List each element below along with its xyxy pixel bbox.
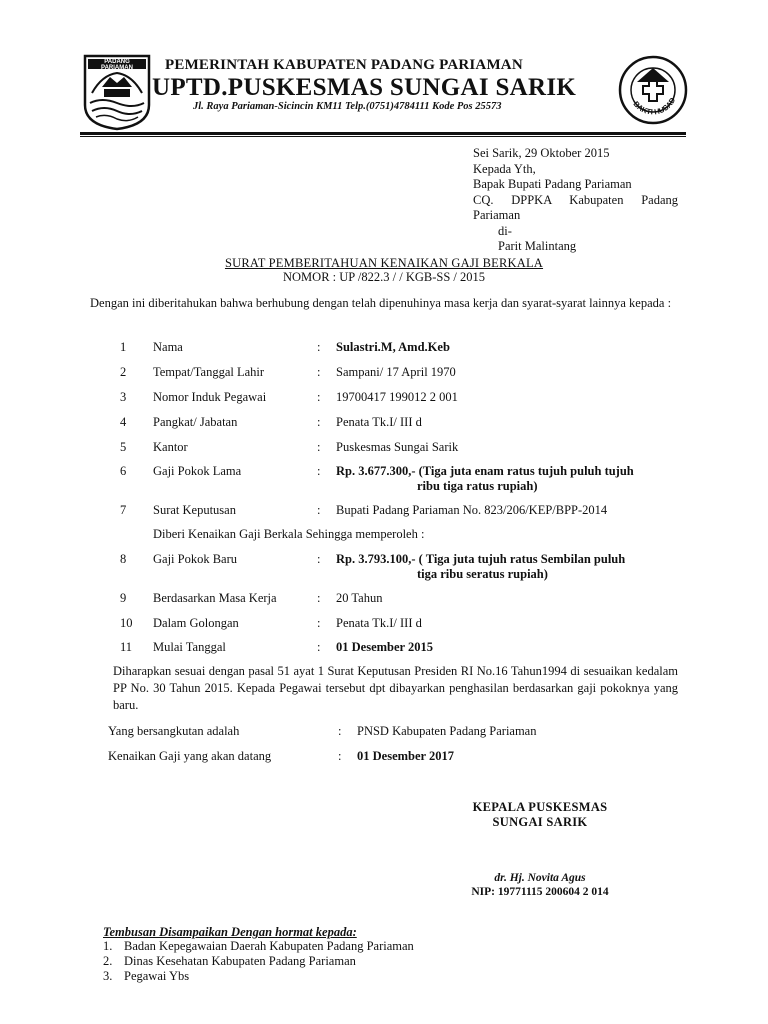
item-colon: : [317, 340, 321, 354]
item-number: 9 [120, 591, 127, 605]
item-value: Penata Tk.I/ III d [336, 415, 422, 429]
item-label: Pangkat/ Jabatan [153, 415, 238, 429]
item-number: 3 [120, 390, 127, 404]
item-label: Gaji Pokok Baru [153, 552, 238, 566]
item-label: Tempat/Tanggal Lahir [153, 365, 265, 379]
signer-nip: NIP: 19771115 200604 2 014 [471, 886, 609, 898]
recipient-block [473, 146, 678, 255]
bakti-husada-logo [617, 52, 689, 128]
item-label: Dalam Golongan [153, 616, 239, 630]
item-value-line-1: Rp. 3.793.100,- ( Tiga juta tujuh ratus Sembilan puluh [336, 552, 626, 566]
copy-number: 2. [103, 954, 113, 968]
status-value: 01 Desember 2017 [357, 749, 454, 763]
item-number: 5 [120, 440, 127, 454]
letter-subject: SURAT PEMBERITAHUAN KENAIKAN GAJI BERKALA [224, 256, 544, 270]
item-number: 11 [120, 640, 133, 654]
status-label: Yang bersangkutan adalah [108, 724, 240, 738]
item-label: Nomor Induk Pegawai [153, 390, 267, 404]
item-number: 7 [120, 503, 127, 517]
signer-name: dr. Hj. Novita Agus [494, 872, 586, 884]
status-colon: : [338, 724, 342, 738]
item-value: 01 Desember 2015 [336, 640, 433, 654]
regency-logo-label: PADANG PARIAMAN [101, 59, 133, 71]
item-number: 4 [120, 415, 127, 429]
copy-number: 1. [103, 939, 113, 953]
letterhead-line-2: UPTD.PUSKESMAS SUNGAI SARIK [152, 74, 577, 101]
item-value: 19700417 199012 2 001 [336, 390, 458, 404]
section-note-text: Diberi Kenaikan Gaji Berkala Sehingga memperoleh : [153, 527, 425, 541]
letterhead-line-1: PEMERINTAH KABUPATEN PADANG PARIAMAN [165, 57, 523, 73]
letterhead-divider-thin [80, 136, 686, 137]
item-value-line-2: tiga ribu seratus rupiah) [417, 567, 548, 581]
item-colon: : [317, 440, 321, 454]
copy-recipient: Pegawai Ybs [124, 969, 190, 983]
item-value: Sampani/ 17 April 1970 [336, 365, 456, 379]
closing-paragraph: Diharapkan sesuai dengan pasal 51 ayat 1 Surat Keputusan Presiden RI No.16 Tahun1994 di sesuaikan kedalam PP No. 30 Tahun 2015. Kepada Pegawai tersebut dpt dibayarkan penghasilan berdasarkan gaji pokoknya yang baru. [113, 664, 678, 712]
item-colon: : [317, 415, 321, 429]
status-label: Kenaikan Gaji yang akan datang [108, 749, 272, 763]
item-value-line-1: Rp. 3.677.300,- (Tiga juta enam ratus tujuh puluh tujuh [336, 464, 634, 478]
item-value [336, 552, 676, 582]
item-colon: : [317, 552, 321, 566]
item-number: 8 [120, 552, 127, 566]
item-number: 2 [120, 365, 127, 379]
letterhead-divider [80, 132, 686, 135]
item-value: Penata Tk.I/ III d [336, 616, 422, 630]
recipient-name: Bapak Bupati Padang Pariaman [473, 177, 632, 191]
item-label: Surat Keputusan [153, 503, 236, 517]
item-label: Gaji Pokok Lama [153, 464, 242, 478]
signer-title: KEPALA PUSKESMAS [472, 800, 608, 814]
regency-logo [82, 53, 152, 131]
item-colon: : [317, 503, 321, 517]
copy-number: 3. [103, 969, 113, 983]
recipient-greeting: Kepada Yth, [473, 161, 536, 176]
item-number: 6 [120, 464, 127, 478]
copy-recipient: Dinas Kesehatan Kabupaten Padang Pariaman [124, 954, 356, 968]
item-value [336, 464, 676, 494]
signer-office: SUNGAI SARIK [492, 815, 588, 829]
copies-heading: Tembusan Disampaikan Dengan hormat kepada: [103, 925, 357, 939]
item-value: Bupati Padang Pariaman No. 823/206/KEP/BPP-2014 [336, 503, 608, 517]
bakti-husada-label: BAKTI HUSAD [631, 96, 678, 117]
item-label: Mulai Tanggal [153, 640, 226, 654]
item-colon: : [317, 591, 321, 605]
copy-recipient: Badan Kepegawaian Daerah Kabupaten Padang Pariaman [124, 939, 414, 953]
intro-paragraph: Dengan ini diberitahukan bahwa berhubung dengan telah dipenuhinya masa kerja dan syarat-syarat lainnya kepada : [90, 296, 672, 310]
recipient-cq: CQ. DPPKA Kabupaten Padang Pariaman [473, 192, 678, 222]
item-value: 20 Tahun [336, 591, 383, 605]
item-number: 10 [120, 616, 133, 630]
status-colon: : [338, 749, 342, 763]
item-label: Nama [153, 340, 183, 354]
item-colon: : [317, 640, 321, 654]
letter-date: Sei Sarik, 29 Oktober 2015 [473, 146, 610, 160]
item-value: Sulastri.M, Amd.Keb [336, 340, 450, 354]
letterhead-address: Jl. Raya Pariaman-Sicincin KM11 Telp.(0751)4784111 Kode Pos 25573 [193, 101, 502, 112]
item-colon: : [317, 365, 321, 379]
item-label: Berdasarkan Masa Kerja [153, 591, 277, 605]
item-value-line-2: ribu tiga ratus rupiah) [417, 479, 538, 493]
item-number: 1 [120, 340, 127, 354]
item-label: Kantor [153, 440, 188, 454]
item-value: Puskesmas Sungai Sarik [336, 440, 459, 454]
recipient-place: Parit Malintang [498, 239, 577, 253]
item-colon: : [317, 616, 321, 630]
status-value: PNSD Kabupaten Padang Pariaman [357, 724, 537, 738]
letter-number: NOMOR : UP /822.3 / / KGB-SS / 2015 [283, 270, 485, 284]
item-colon: : [317, 464, 321, 478]
recipient-di: di- [498, 223, 512, 238]
item-colon: : [317, 390, 321, 404]
